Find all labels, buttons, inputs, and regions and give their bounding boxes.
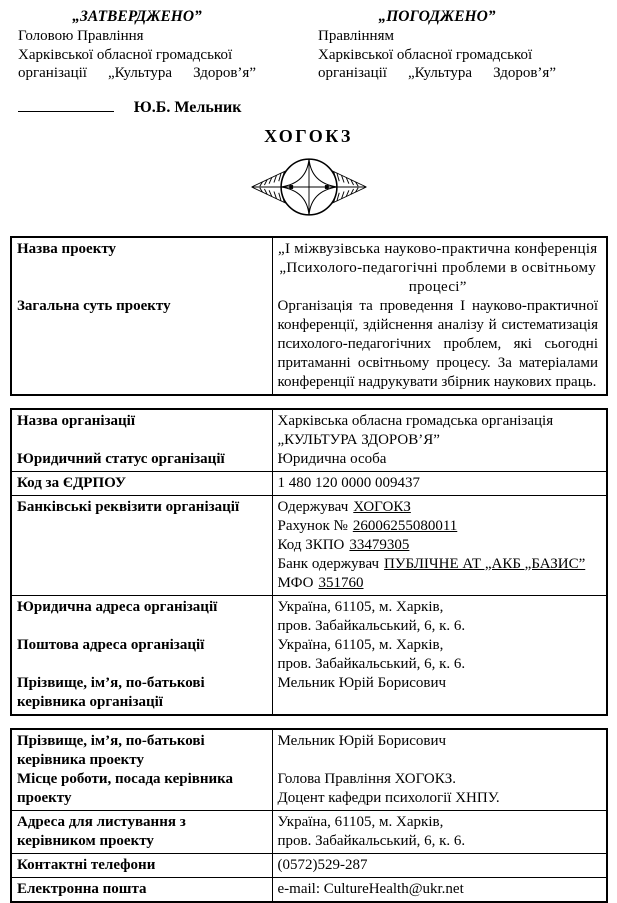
table-row (11, 409, 607, 472)
table-row (11, 877, 607, 902)
approved-line: Головою Правління (18, 28, 144, 44)
org-address-values-cell (272, 595, 607, 715)
signature-line (18, 98, 114, 112)
org-name-value: „КУЛЬТУРА ЗДОРОВ’Я” (277, 431, 440, 448)
bank-account (278, 517, 599, 536)
bank-line-label: Одержувач (277, 498, 349, 515)
postal-address-label: Поштова адреса організації (17, 636, 205, 653)
leader-name-label: Прізвище, ім’я, по-батькові керівника проекту (17, 732, 205, 768)
bank-line-value: 351760 (318, 574, 364, 591)
bank-name (278, 555, 599, 574)
mail-address-value: Україна, 61105, м. Харків, (277, 813, 444, 830)
bank-line-label: МФО (277, 574, 314, 591)
mail-address-value: пров. Забайкальський, 6, к. 6. (277, 832, 466, 849)
email-label: Електронна пошта (11, 877, 272, 902)
signature-row (18, 98, 617, 119)
table-row (11, 595, 607, 715)
bank-line-value: 26006255080011 (352, 517, 458, 534)
approved-block (18, 7, 256, 83)
org-head-name-label: Прізвище, ім’я, по-батькові керівника організації (17, 674, 205, 710)
table-row (11, 471, 607, 495)
table-row (11, 853, 607, 877)
org-name-labels-cell (11, 409, 272, 472)
table-row (11, 495, 607, 595)
org-status-value: Юридична особа (277, 450, 387, 467)
phones-value: (0572)529-287 (272, 853, 607, 877)
bank-zkpo (278, 536, 599, 555)
legal-address-value: пров. Забайкальський, 6, к. 6. (277, 617, 466, 634)
org-abbreviation-title: ХОГОКЗ (264, 125, 353, 146)
postal-address-value: пров. Забайкальський, 6, к. 6. (277, 655, 466, 672)
table-row (11, 729, 607, 811)
eye-star-logo-icon (247, 148, 371, 226)
email-value: e-mail: CultureHealth@ukr.net (272, 877, 607, 902)
project-name-value: „І міжвузівська науково-практична конференція „Психолого-педагогічні проблеми в освітньому процесі” (277, 240, 598, 295)
leader-work-label: Місце роботи, посада керівника проекту (17, 770, 234, 806)
signature-name: Ю.Б. Мельник (133, 98, 242, 116)
agreed-block (318, 7, 556, 83)
leader-labels-cell (11, 729, 272, 811)
org-head-name-value: Мельник Юрій Борисович (277, 674, 447, 691)
legal-address-value: Україна, 61105, м. Харків, (277, 598, 444, 615)
project-essence-value: Організація та проведення І науково-практичної конференції, здійснення аналізу й систематизація психолого-педагогічних проблем, які сьогодні притаманні освітньому процесу. За матеріалами конференції надрукувати збірник наукових праць. (277, 297, 598, 390)
bank-values-cell (272, 495, 607, 595)
approved-line: Харківської обласної громадської (18, 46, 233, 63)
project-labels-cell (11, 237, 272, 395)
leader-name-value: Мельник Юрій Борисович (277, 732, 447, 749)
mail-address-label: Адреса для листування з керівником проекту (11, 810, 272, 853)
project-table (10, 236, 608, 396)
bank-line-value: ХОГОКЗ (353, 498, 411, 515)
phones-label: Контактні телефони (11, 853, 272, 877)
organisation-table (10, 408, 608, 716)
project-values-cell (272, 237, 607, 395)
edrpou-value: 1 480 120 0000 009437 (272, 471, 607, 495)
agreed-line: Харківської обласної громадської (318, 46, 533, 63)
bank-line-label: Код ЗКПО (277, 536, 345, 553)
approval-header (0, 0, 617, 83)
org-name-value: Харківська обласна громадська організація (277, 412, 554, 429)
org-name-values-cell (272, 409, 607, 472)
logo-container (0, 148, 617, 226)
bank-mfo (278, 574, 599, 593)
bank-line-value: ПУБЛІЧНЕ АТ „АКБ „БАЗИС” (384, 555, 586, 572)
agreed-line: організації „Культура Здоров’я” (318, 65, 556, 81)
approved-heading: „ЗАТВЕРДЖЕНО” (72, 8, 202, 25)
leader-work-value: Голова Правління ХОГОКЗ. (277, 770, 456, 787)
bank-line-label: Банк одержувач (277, 555, 380, 572)
bank-line-label: Рахунок № (277, 517, 348, 534)
table-row (11, 810, 607, 853)
bank-label: Банківські реквізити організації (11, 495, 272, 595)
bank-receiver (278, 498, 599, 517)
org-address-labels-cell (11, 595, 272, 715)
project-name-label: Назва проекту (17, 240, 117, 257)
mail-address-values-cell (272, 810, 607, 853)
approved-line: організації „Культура Здоров’я” (18, 65, 256, 81)
project-essence-label: Загальна суть проекту (17, 297, 171, 314)
agreed-line: Правлінням (318, 28, 394, 44)
table-row (11, 237, 607, 395)
legal-address-label: Юридична адреса організації (17, 598, 218, 615)
postal-address-value: Україна, 61105, м. Харків, (277, 636, 444, 653)
edrpou-label: Код за ЄДРПОУ (11, 471, 272, 495)
org-name-label: Назва організації (17, 412, 136, 429)
agreed-heading: „ПОГОДЖЕНО” (378, 8, 496, 25)
leader-table (10, 728, 608, 903)
leader-values-cell (272, 729, 607, 811)
bank-line-value: 33479305 (349, 536, 410, 553)
org-status-label: Юридичний статус організації (17, 450, 225, 467)
leader-work-value: Доцент кафедри психології ХНПУ. (277, 789, 500, 806)
